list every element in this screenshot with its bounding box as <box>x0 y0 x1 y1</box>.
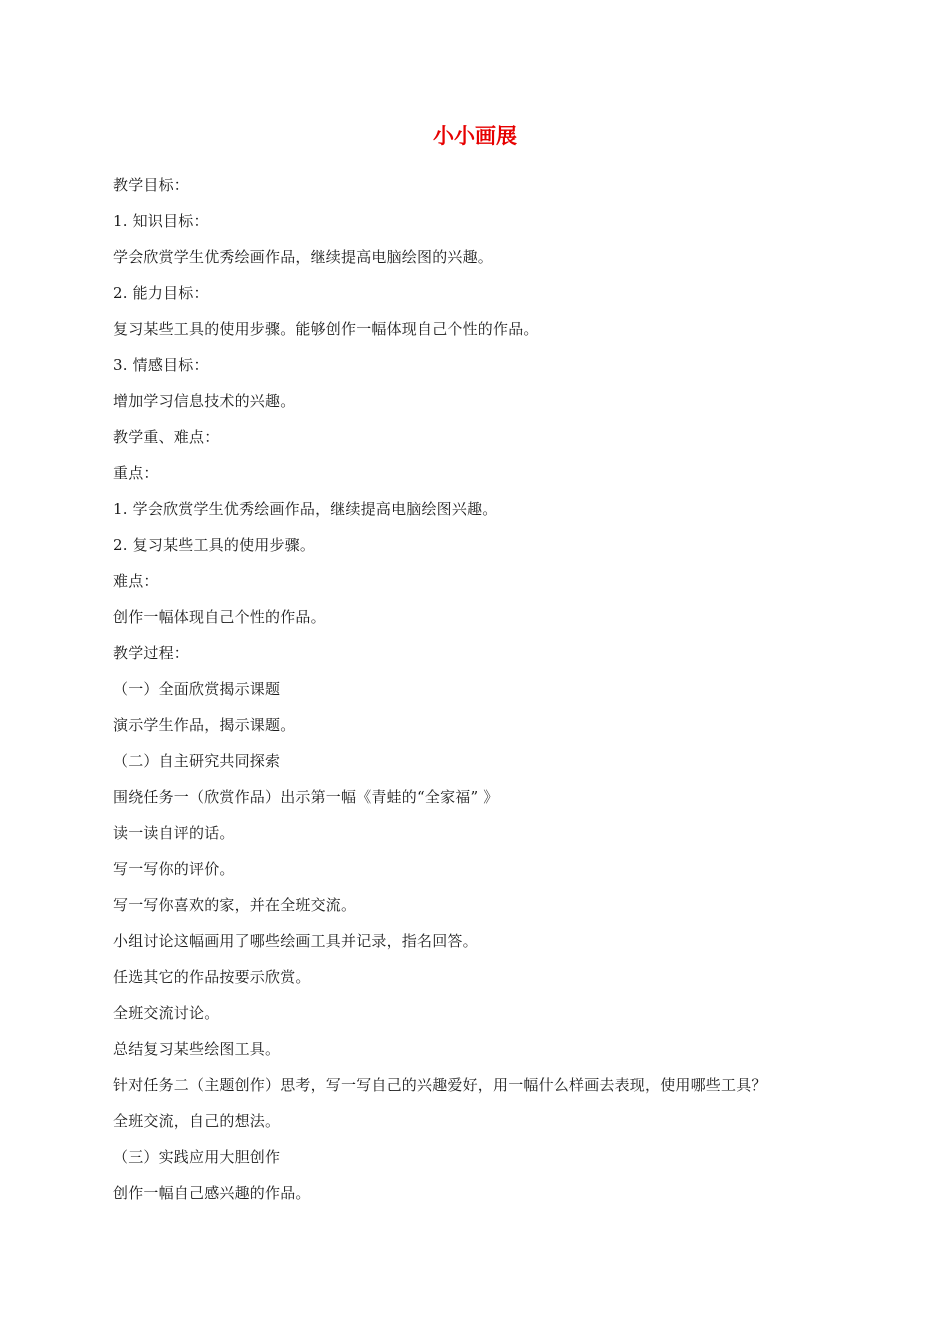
text-line: 全班交流讨论。 <box>113 1004 220 1022</box>
text-line: 写一写你喜欢的家，并在全班交流。 <box>113 896 357 914</box>
text-line: 读一读自评的话。 <box>113 824 235 842</box>
text-line: 1. 学会欣赏学生优秀绘画作品，继续提高电脑绘图兴趣。 <box>113 500 498 518</box>
text-line: 2. 能力目标： <box>113 284 209 302</box>
text-line: 创作一幅自己感兴趣的作品。 <box>113 1184 311 1202</box>
text-line: 3. 情感目标： <box>113 356 209 374</box>
document-body <box>113 170 843 1214</box>
text-line: 学会欣赏学生优秀绘画作品，继续提高电脑绘图的兴趣。 <box>113 248 494 266</box>
text-line: 演示学生作品，揭示课题。 <box>113 716 296 734</box>
text-line: 2. 复习某些工具的使用步骤。 <box>113 536 316 554</box>
text-line: 写一写你的评价。 <box>113 860 235 878</box>
text-line: 教学重、难点： <box>113 428 220 446</box>
text-line: （三）实践应用大胆创作 <box>113 1148 281 1166</box>
text-line: 教学过程： <box>113 644 190 662</box>
text-line: 围绕任务一（欣赏作品）出示第一幅《青蛙的“全家福” 》 <box>113 788 499 806</box>
text-line: 小组讨论这幅画用了哪些绘画工具并记录，指名回答。 <box>113 932 478 950</box>
text-line: 难点： <box>113 572 159 590</box>
text-line: 1. 知识目标： <box>113 212 209 230</box>
document-title: 小小画展 <box>433 124 517 148</box>
text-line: 全班交流，自己的想法。 <box>113 1112 281 1130</box>
text-line: 增加学习信息技术的兴趣。 <box>113 392 296 410</box>
text-line: （二）自主研究共同探索 <box>113 752 281 770</box>
text-line: 总结复习某些绘图工具。 <box>113 1040 281 1058</box>
text-line: 创作一幅体现自己个性的作品。 <box>113 608 326 626</box>
text-line: 复习某些工具的使用步骤。能够创作一幅体现自己个性的作品。 <box>113 320 539 338</box>
text-line: 重点： <box>113 464 159 482</box>
text-line: （一）全面欣赏揭示课题 <box>113 680 281 698</box>
text-line: 教学目标： <box>113 176 190 194</box>
text-line: 任选其它的作品按要示欣赏。 <box>113 968 311 986</box>
text-line: 针对任务二（主题创作）思考，写一写自己的兴趣爱好，用一幅什么样画去表现，使用哪些工具？ <box>113 1076 767 1094</box>
